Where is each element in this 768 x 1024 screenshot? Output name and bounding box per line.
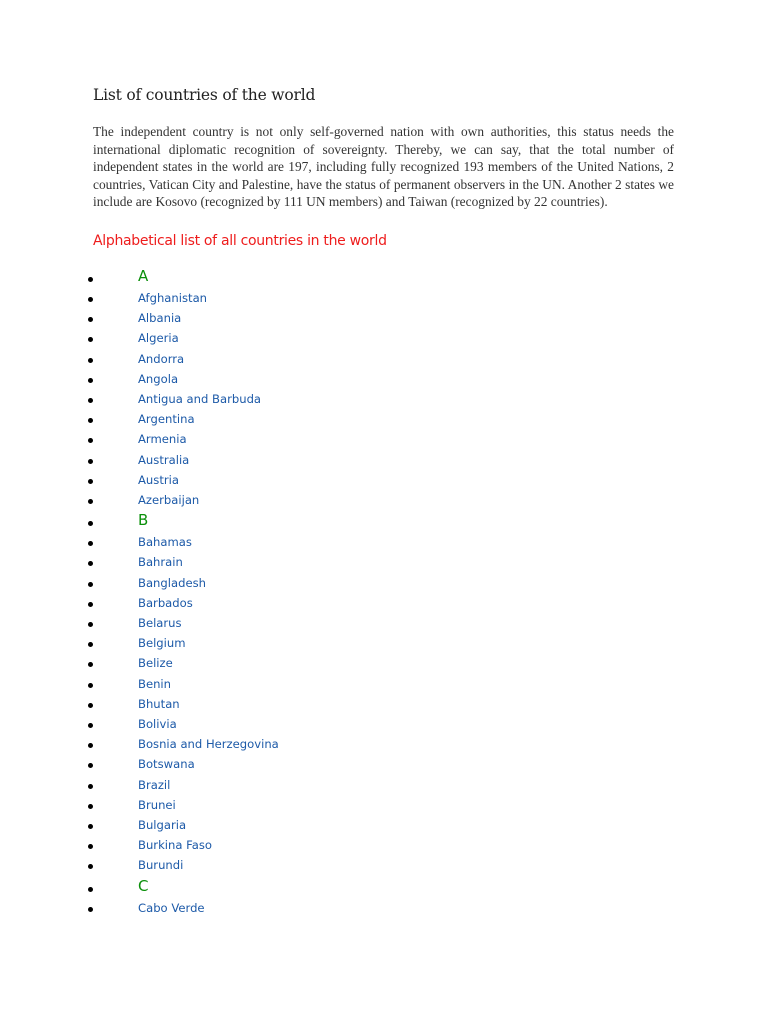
bullet-icon — [88, 683, 93, 688]
country-link[interactable]: Belgium — [138, 636, 186, 651]
country-link[interactable]: Bulgaria — [138, 818, 187, 832]
list-item — [0, 795, 400, 815]
country-link[interactable]: Belarus — [138, 616, 182, 630]
list-item — [0, 593, 400, 613]
bullet-icon — [88, 907, 93, 912]
list-item — [0, 409, 400, 429]
bullet-icon — [88, 642, 93, 647]
country-link[interactable]: Belize — [138, 656, 173, 671]
list-item — [0, 633, 400, 653]
country-link[interactable]: Antigua and Barbuda — [138, 392, 262, 406]
list-item — [0, 835, 400, 855]
bullet-icon — [88, 561, 93, 566]
page-title: List of countries of the world — [93, 86, 316, 104]
country-link[interactable]: Barbados — [138, 595, 193, 610]
intro-paragraph: The independent country is not only self-governed nation with own authorities, this status needs the international diplomatic recognition of sovereignty. Thereby, we can say, that the total number of independent states in the world are 197, including fully recognized 193 members of the United Nations, 2 countries, Vatican City and Palestine, have the status of permanent observers in the UN. Another 2 states we include are Kosovo (recognized by 111 UN members) and Taiwan (recognized by 22 countries). — [93, 124, 674, 210]
bullet-icon — [88, 337, 93, 342]
list-item — [0, 450, 400, 470]
list-item — [0, 815, 400, 835]
list-item — [0, 613, 400, 633]
bullet-icon — [88, 582, 93, 587]
list-item — [0, 734, 400, 754]
country-link[interactable]: Bahrain — [138, 555, 183, 570]
country-link[interactable]: Botswana — [138, 757, 195, 772]
country-link[interactable]: Bahamas — [138, 535, 192, 550]
bullet-icon — [88, 703, 93, 708]
bullet-icon — [88, 378, 93, 383]
letter-heading-item — [0, 876, 400, 896]
letter-heading: B — [138, 511, 149, 530]
list-item — [0, 898, 400, 918]
country-link[interactable]: Burkina Faso — [138, 838, 212, 853]
list-item — [0, 288, 400, 308]
list-item — [0, 674, 400, 694]
country-link[interactable]: Bolivia — [138, 717, 177, 731]
country-link[interactable]: Albania — [138, 311, 182, 326]
country-link[interactable]: Angola — [138, 371, 179, 386]
bullet-icon — [88, 602, 93, 607]
list-item — [0, 552, 400, 572]
list-subheading: Alphabetical list of all countries in the world — [93, 233, 387, 249]
country-link[interactable]: Afghanistan — [138, 291, 208, 305]
letter-heading: A — [138, 267, 149, 285]
bullet-icon — [88, 844, 93, 849]
list-item — [0, 369, 400, 389]
country-link[interactable]: Bhutan — [138, 696, 180, 711]
bullet-icon — [88, 479, 93, 484]
bullet-icon — [88, 804, 93, 809]
country-link[interactable]: Bangladesh — [138, 575, 206, 590]
bullet-icon — [88, 499, 93, 504]
bullet-icon — [88, 824, 93, 829]
bullet-icon — [88, 541, 93, 546]
bullet-icon — [88, 358, 93, 363]
list-item — [0, 573, 400, 593]
country-link[interactable]: Benin — [138, 676, 172, 691]
list-item — [0, 855, 400, 875]
bullet-icon — [88, 622, 93, 627]
letter-heading-item — [0, 266, 400, 286]
bullet-icon — [88, 662, 93, 667]
list-item — [0, 532, 400, 552]
country-link[interactable]: Austria — [138, 472, 179, 487]
bullet-icon — [88, 297, 93, 302]
country-link[interactable]: Argentina — [138, 412, 195, 427]
country-link[interactable]: Andorra — [138, 351, 185, 366]
country-link[interactable]: Burundi — [138, 858, 184, 873]
country-link[interactable]: Australia — [138, 452, 190, 467]
country-link[interactable]: Bosnia and Herzegovina — [138, 737, 279, 752]
list-item — [0, 754, 400, 774]
bullet-icon — [88, 864, 93, 869]
country-link[interactable]: Brunei — [138, 797, 176, 812]
list-item — [0, 694, 400, 714]
bullet-icon — [88, 317, 93, 322]
country-link[interactable]: Azerbaijan — [138, 493, 200, 507]
bullet-icon — [88, 723, 93, 728]
bullet-icon — [88, 459, 93, 464]
list-item — [0, 328, 400, 348]
letter-heading-item — [0, 510, 400, 530]
list-item — [0, 349, 400, 369]
bullet-icon — [88, 418, 93, 423]
bullet-icon — [88, 277, 93, 282]
bullet-icon — [88, 784, 93, 789]
bullet-icon — [88, 763, 93, 768]
country-link[interactable]: Armenia — [138, 432, 187, 447]
list-item — [0, 653, 400, 673]
bullet-icon — [88, 887, 93, 892]
list-item — [0, 308, 400, 328]
country-link[interactable]: Brazil — [138, 777, 171, 792]
list-item — [0, 775, 400, 795]
letter-heading: C — [138, 876, 149, 895]
bullet-icon — [88, 521, 93, 526]
list-item — [0, 389, 400, 409]
list-item — [0, 470, 400, 490]
list-item — [0, 429, 400, 449]
bullet-icon — [88, 438, 93, 443]
country-link[interactable]: Cabo Verde — [138, 900, 205, 915]
list-item — [0, 490, 400, 510]
country-link[interactable]: Algeria — [138, 331, 179, 346]
list-item — [0, 714, 400, 734]
bullet-icon — [88, 743, 93, 748]
bullet-icon — [88, 398, 93, 403]
